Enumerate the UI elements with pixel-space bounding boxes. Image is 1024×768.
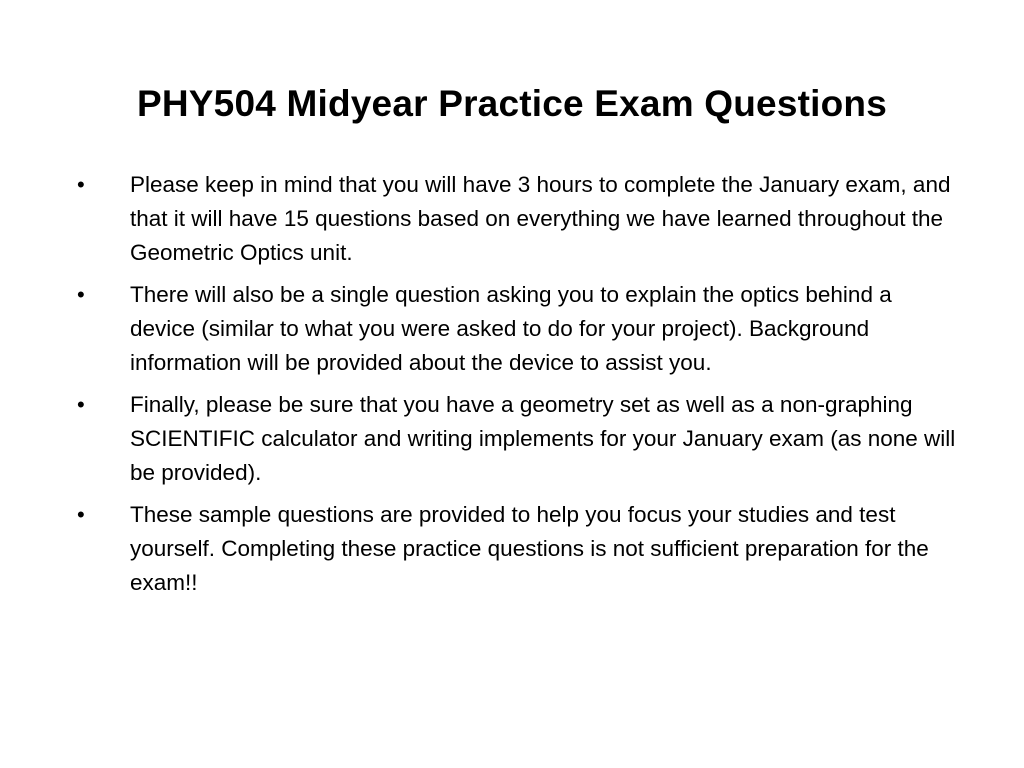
slide-title: PHY504 Midyear Practice Exam Questions: [136, 83, 887, 124]
bullet-list: [77, 168, 957, 608]
bullet-item: [77, 278, 957, 380]
bullet-icon: •: [77, 502, 85, 527]
bullet-text: Finally, please be sure that you have a geometry set as well as a non-graphing SCIENTIFIC calculator and writing implements for your January exam (as none will be provided).: [130, 392, 956, 485]
bullet-icon: •: [77, 392, 85, 417]
bullet-text: Please keep in mind that you will have 3 hours to complete the January exam, and that it will have 15 questions based on everything we have learned throughout the Geometric Optics unit.: [130, 172, 951, 265]
bullet-text: There will also be a single question asking you to explain the optics behind a device (similar to what you were asked to do for your project). Background information will be provided about the device to assist you.: [130, 282, 892, 375]
bullet-text: These sample questions are provided to help you focus your studies and test yourself. Completing these practice questions is not sufficient preparation for the exam!!: [130, 502, 929, 595]
bullet-icon: •: [77, 172, 85, 197]
bullet-item: [77, 388, 957, 490]
bullet-item: [77, 498, 957, 600]
bullet-icon: •: [77, 282, 85, 307]
bullet-item: [77, 168, 957, 270]
